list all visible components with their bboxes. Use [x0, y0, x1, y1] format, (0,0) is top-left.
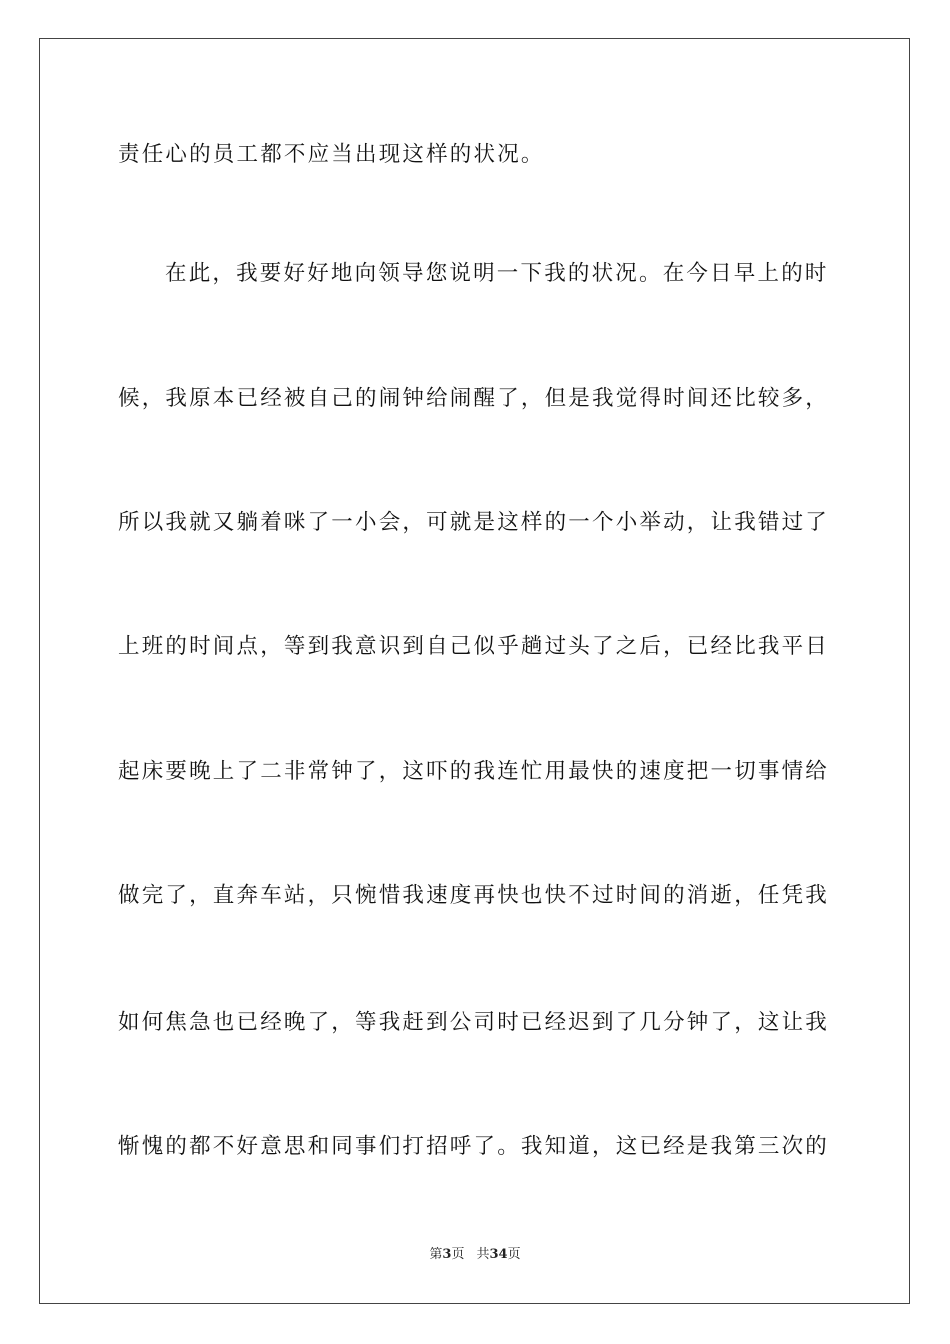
text-line-2-paragraph-start: 在此，我要好好地向领导您说明一下我的状况。在今日早上的时	[165, 261, 829, 286]
text-line-1: 责任心的员工都不应当出现这样的状况。	[118, 142, 545, 167]
footer-total-suffix: 页	[507, 1247, 521, 1262]
page-border	[39, 38, 910, 1304]
text-line-6: 起床要晚上了二非常钟了，这吓的我连忙用最快的速度把一切事情给	[118, 759, 830, 784]
text-line-8: 如何焦急也已经晚了，等我赶到公司时已经迟到了几分钟了，这让我	[118, 1010, 830, 1035]
footer-page-number: 3	[442, 1247, 452, 1262]
text-line-4: 所以我就又躺着咪了一小会，可就是这样的一个小举动，让我错过了	[118, 510, 830, 535]
page-footer	[0, 1246, 950, 1264]
text-line-7: 做完了，直奔车站，只惋惜我速度再快也快不过时间的消逝，任凭我	[118, 883, 830, 908]
footer-total-pages: 34	[489, 1247, 508, 1262]
footer-page-suffix: 页	[451, 1247, 465, 1262]
text-line-5: 上班的时间点，等到我意识到自己似乎趟过头了之后，已经比我平日	[118, 634, 830, 659]
text-line-9: 惭愧的都不好意思和同事们打招呼了。我知道，这已经是我第三次的	[118, 1134, 830, 1159]
footer-total-prefix: 共	[476, 1247, 490, 1262]
footer-page-prefix: 第	[429, 1247, 443, 1262]
text-line-3: 候，我原本已经被自己的闹钟给闹醒了，但是我觉得时间还比较多，	[118, 386, 830, 411]
